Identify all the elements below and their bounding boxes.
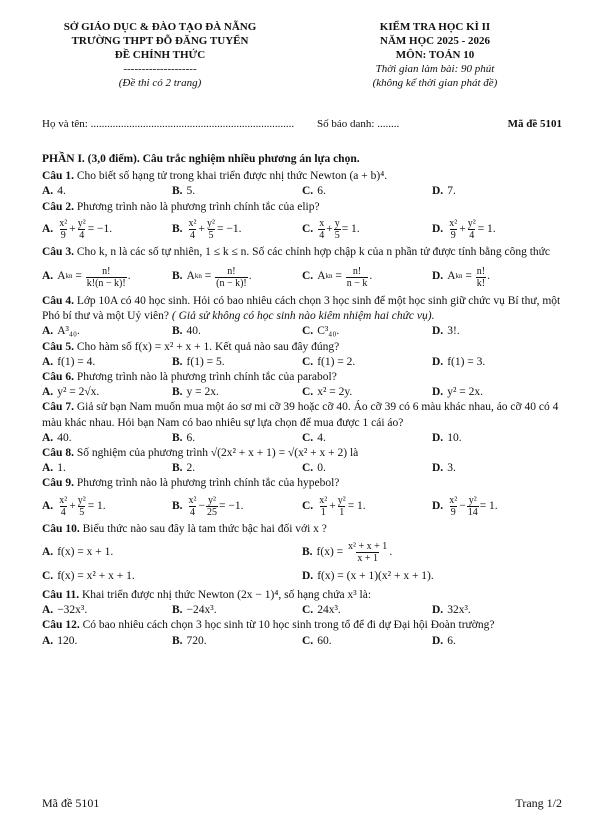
question-5 xyxy=(42,340,562,355)
question-label: Câu 6. xyxy=(42,371,74,384)
option-a[interactable]: A. f(1) = 4. xyxy=(42,355,96,368)
options-q2 xyxy=(42,215,562,245)
option-c[interactable]: C. 24x³. xyxy=(302,604,341,617)
exam-title: KIỂM TRA HỌC KÌ II xyxy=(379,21,491,33)
options-q10-row2 xyxy=(42,569,562,584)
option-a[interactable]: A. A³₄₀. xyxy=(42,325,80,338)
option-a[interactable]: A. 120. xyxy=(42,634,78,647)
name-field: Họ và tên: .......................................................................... xyxy=(42,118,295,130)
option-c[interactable]: C. $\frac{\text{x²}}{1}$ + $\frac{\text{y²}}{1}$ = 1. xyxy=(302,495,366,519)
question-2 xyxy=(42,200,562,215)
option-c[interactable]: C. x² = 2y. xyxy=(302,386,353,399)
options-q5 xyxy=(42,355,562,370)
question-11 xyxy=(42,588,562,603)
question-4 xyxy=(42,294,562,324)
question-6 xyxy=(42,370,562,385)
option-b[interactable]: B. 720. xyxy=(172,634,207,647)
part-heading: PHẦN I. (3,0 điểm). Câu trắc nghiệm nhiều phương án lựa chọn. xyxy=(42,153,360,165)
option-d[interactable]: D. $\frac{\text{x²}}{9}$ − $\frac{\text{y²}}{14}$ = 1. xyxy=(432,495,498,519)
time-limit: Thời gian làm bài: 90 phút xyxy=(375,63,495,75)
option-b[interactable]: B. f(x) = $\frac{\text{x² + x + 1}}{x + 1}$ . xyxy=(302,541,393,565)
question-text: Lớp 10A có 40 học sinh. Hỏi có bao nhiêu cách chọn 3 học sinh để một học sinh giữ chức vụ Bí thư, một Phó bí thư và một Uỷ viên? xyxy=(42,295,561,323)
question-10 xyxy=(42,522,562,537)
option-d[interactable]: D. 32x³. xyxy=(432,604,471,617)
option-d[interactable]: D. $\frac{\text{x²}}{9}$ + $\frac{\text{y²}}{4}$ = 1. xyxy=(432,218,496,242)
option-c[interactable]: C. 6. xyxy=(302,185,326,198)
option-b[interactable]: B. −24x³. xyxy=(172,604,217,617)
option-c[interactable]: C. 0. xyxy=(302,462,326,475)
question-label: Câu 5. xyxy=(42,340,74,353)
option-c[interactable]: C. 4. xyxy=(302,431,326,444)
option-c[interactable]: C. f(x) = x² + x + 1. xyxy=(42,569,135,582)
question-7 xyxy=(42,400,562,430)
option-c[interactable]: C. $\frac{x}{4}$ + $\frac{y}{5}$ = 1. xyxy=(302,218,360,242)
page-footer xyxy=(42,796,562,811)
question-text: Giả sử bạn Nam muốn mua một áo sơ mi cỡ 39 hoặc cỡ 40. Áo cỡ 39 có 6 màu khác nhau, áo cỡ 40 có 4 màu khác nhau. Hỏi bạn Nam có bao nhiêu sự lựa chọn để mua được 1 cái áo? xyxy=(42,401,559,429)
options-q8 xyxy=(42,461,562,476)
question-note: ( Giả sử không có học sinh nào kiêm nhiệm hai chức vụ). xyxy=(171,310,435,323)
options-q1 xyxy=(42,184,562,199)
option-d[interactable]: D. 10. xyxy=(432,431,462,444)
question-text: Phương trình nào là phương trình chính tắc của hypebol? xyxy=(76,477,340,490)
option-a[interactable]: A. 1. xyxy=(42,462,66,475)
question-label: Câu 4. xyxy=(42,295,74,308)
option-a[interactable]: A. −32x³. xyxy=(42,604,88,617)
question-label: Câu 3. xyxy=(42,245,74,258)
option-d[interactable]: D. y² = 2x. xyxy=(432,386,483,399)
questions-content xyxy=(42,152,562,649)
options-q10-row1 xyxy=(42,537,562,569)
exam-code: Mã đề 5101 xyxy=(507,118,562,130)
question-1 xyxy=(42,169,562,184)
question-text: Có bao nhiêu cách chọn 3 học sinh từ 10 học sinh trong tổ để đi dự Đại hội Đoàn trường? xyxy=(82,619,495,632)
question-label: Câu 10. xyxy=(42,522,80,535)
options-q3 xyxy=(42,260,562,294)
option-b[interactable]: B. 2. xyxy=(172,462,196,475)
question-text: Cho biết số hạng tử trong khai triển được nhị thức Newton (a + b)⁴. xyxy=(76,170,388,183)
question-label: Câu 2. xyxy=(42,200,74,213)
option-d[interactable]: D. 3!. xyxy=(432,325,460,338)
options-q6 xyxy=(42,385,562,400)
option-a[interactable]: A. f(x) = x + 1. xyxy=(42,546,114,559)
school-year: NĂM HỌC 2025 - 2026 xyxy=(380,35,490,47)
header-left xyxy=(40,20,280,90)
question-label: Câu 9. xyxy=(42,477,74,490)
option-d[interactable]: D. 7. xyxy=(432,185,456,198)
option-b[interactable]: B. 6. xyxy=(172,431,196,444)
option-a[interactable]: A. A k n = $\frac{n!}{k!(n - k)!}$ . xyxy=(42,265,131,289)
option-b[interactable]: B. 40. xyxy=(172,325,201,338)
option-c[interactable]: C. f(1) = 2. xyxy=(302,355,356,368)
page-number: Trang 1/2 xyxy=(515,796,562,810)
question-text: Cho k, n là các số tự nhiên, 1 ≤ k ≤ n. Số các chỉnh hợp chập k của n phần tử được tính bằng công thức xyxy=(76,245,551,258)
question-text: Phương trình nào là phương trình chính tắc của parabol? xyxy=(76,371,337,384)
question-label: Câu 8. xyxy=(42,447,74,460)
department-name: SỞ GIÁO DỤC & ĐÀO TẠO ĐÀ NẴNG xyxy=(63,21,257,33)
option-d[interactable]: D. f(1) = 3. xyxy=(432,355,486,368)
option-a[interactable]: A. $\frac{\text{x²}}{9}$ + $\frac{\text{y²}}{4}$ = −1. xyxy=(42,218,113,242)
question-text: Số nghiệm của phương trình √(2x² + x + 1) = √(x² + x + 2) là xyxy=(76,447,359,460)
option-b[interactable]: B. y = 2x. xyxy=(172,386,219,399)
option-c[interactable]: C. 60. xyxy=(302,634,332,647)
school-name: TRƯỜNG THPT ĐỖ ĐĂNG TUYỂN xyxy=(71,35,249,47)
question-label: Câu 1. xyxy=(42,170,74,183)
official-label: ĐỀ CHÍNH THỨC xyxy=(114,49,206,61)
option-a[interactable]: A. 40. xyxy=(42,431,72,444)
options-q4 xyxy=(42,324,562,339)
question-text: Khai triển được nhị thức Newton (2x − 1)⁴, số hạng chứa x³ là: xyxy=(81,589,372,602)
option-a[interactable]: A. 4. xyxy=(42,185,66,198)
divider-dashes: -------------------- xyxy=(123,63,197,75)
question-label: Câu 7. xyxy=(42,401,74,414)
options-q11 xyxy=(42,603,562,618)
question-label: Câu 11. xyxy=(42,589,80,602)
student-info-row xyxy=(42,118,562,134)
options-q9 xyxy=(42,492,562,522)
options-q7 xyxy=(42,431,562,446)
question-text: Cho hàm số f(x) = x² + x + 1. Kết quả nào sau đây đúng? xyxy=(76,340,340,353)
option-d[interactable]: D. 6. xyxy=(432,634,456,647)
option-b[interactable]: B. $\frac{\text{x²}}{4}$ − $\frac{\text{y²}}{25}$ = −1. xyxy=(172,495,244,519)
header-right xyxy=(310,20,560,90)
candidate-number-field: Số báo danh: ........ xyxy=(317,118,400,130)
options-q12 xyxy=(42,634,562,649)
option-c[interactable]: C. C³₄₀. xyxy=(302,325,340,338)
question-label: Câu 12. xyxy=(42,619,80,632)
option-b[interactable]: B. $\frac{\text{x²}}{4}$ + $\frac{\text{y²}}{5}$ = −1. xyxy=(172,218,242,242)
page-count-note: (Đề thi có 2 trang) xyxy=(118,77,202,89)
question-3 xyxy=(42,245,562,260)
option-a[interactable]: A. $\frac{\text{x²}}{4}$ + $\frac{\text{y²}}{5}$ = 1. xyxy=(42,495,106,519)
question-text: Phương trình nào là phương trình chính tắc của elip? xyxy=(76,200,320,213)
question-text: Biểu thức nào sau đây là tam thức bậc hai đối với x ? xyxy=(82,522,327,535)
option-a[interactable]: A. y² = 2√x. xyxy=(42,386,100,399)
question-8 xyxy=(42,446,562,461)
option-d[interactable]: D. f(x) = (x + 1)(x² + x + 1). xyxy=(302,569,434,582)
option-b[interactable]: B. A k n = $\frac{n!}{(n - k)!}$ . xyxy=(172,265,252,289)
option-b[interactable]: B. 5. xyxy=(172,185,196,198)
option-c[interactable]: C. A k n = $\frac{n!}{n - k}$ . xyxy=(302,265,373,289)
question-9 xyxy=(42,476,562,491)
question-12 xyxy=(42,618,562,633)
option-d[interactable]: D. A k n = $\frac{n!}{k!}$ . xyxy=(432,265,490,289)
footer-exam-code: Mã đề 5101 xyxy=(42,796,100,810)
subject: MÔN: TOÁN 10 xyxy=(395,49,475,61)
option-d[interactable]: D. 3. xyxy=(432,462,456,475)
time-note: (không kể thời gian phát đề) xyxy=(372,77,498,89)
option-b[interactable]: B. f(1) = 5. xyxy=(172,355,225,368)
